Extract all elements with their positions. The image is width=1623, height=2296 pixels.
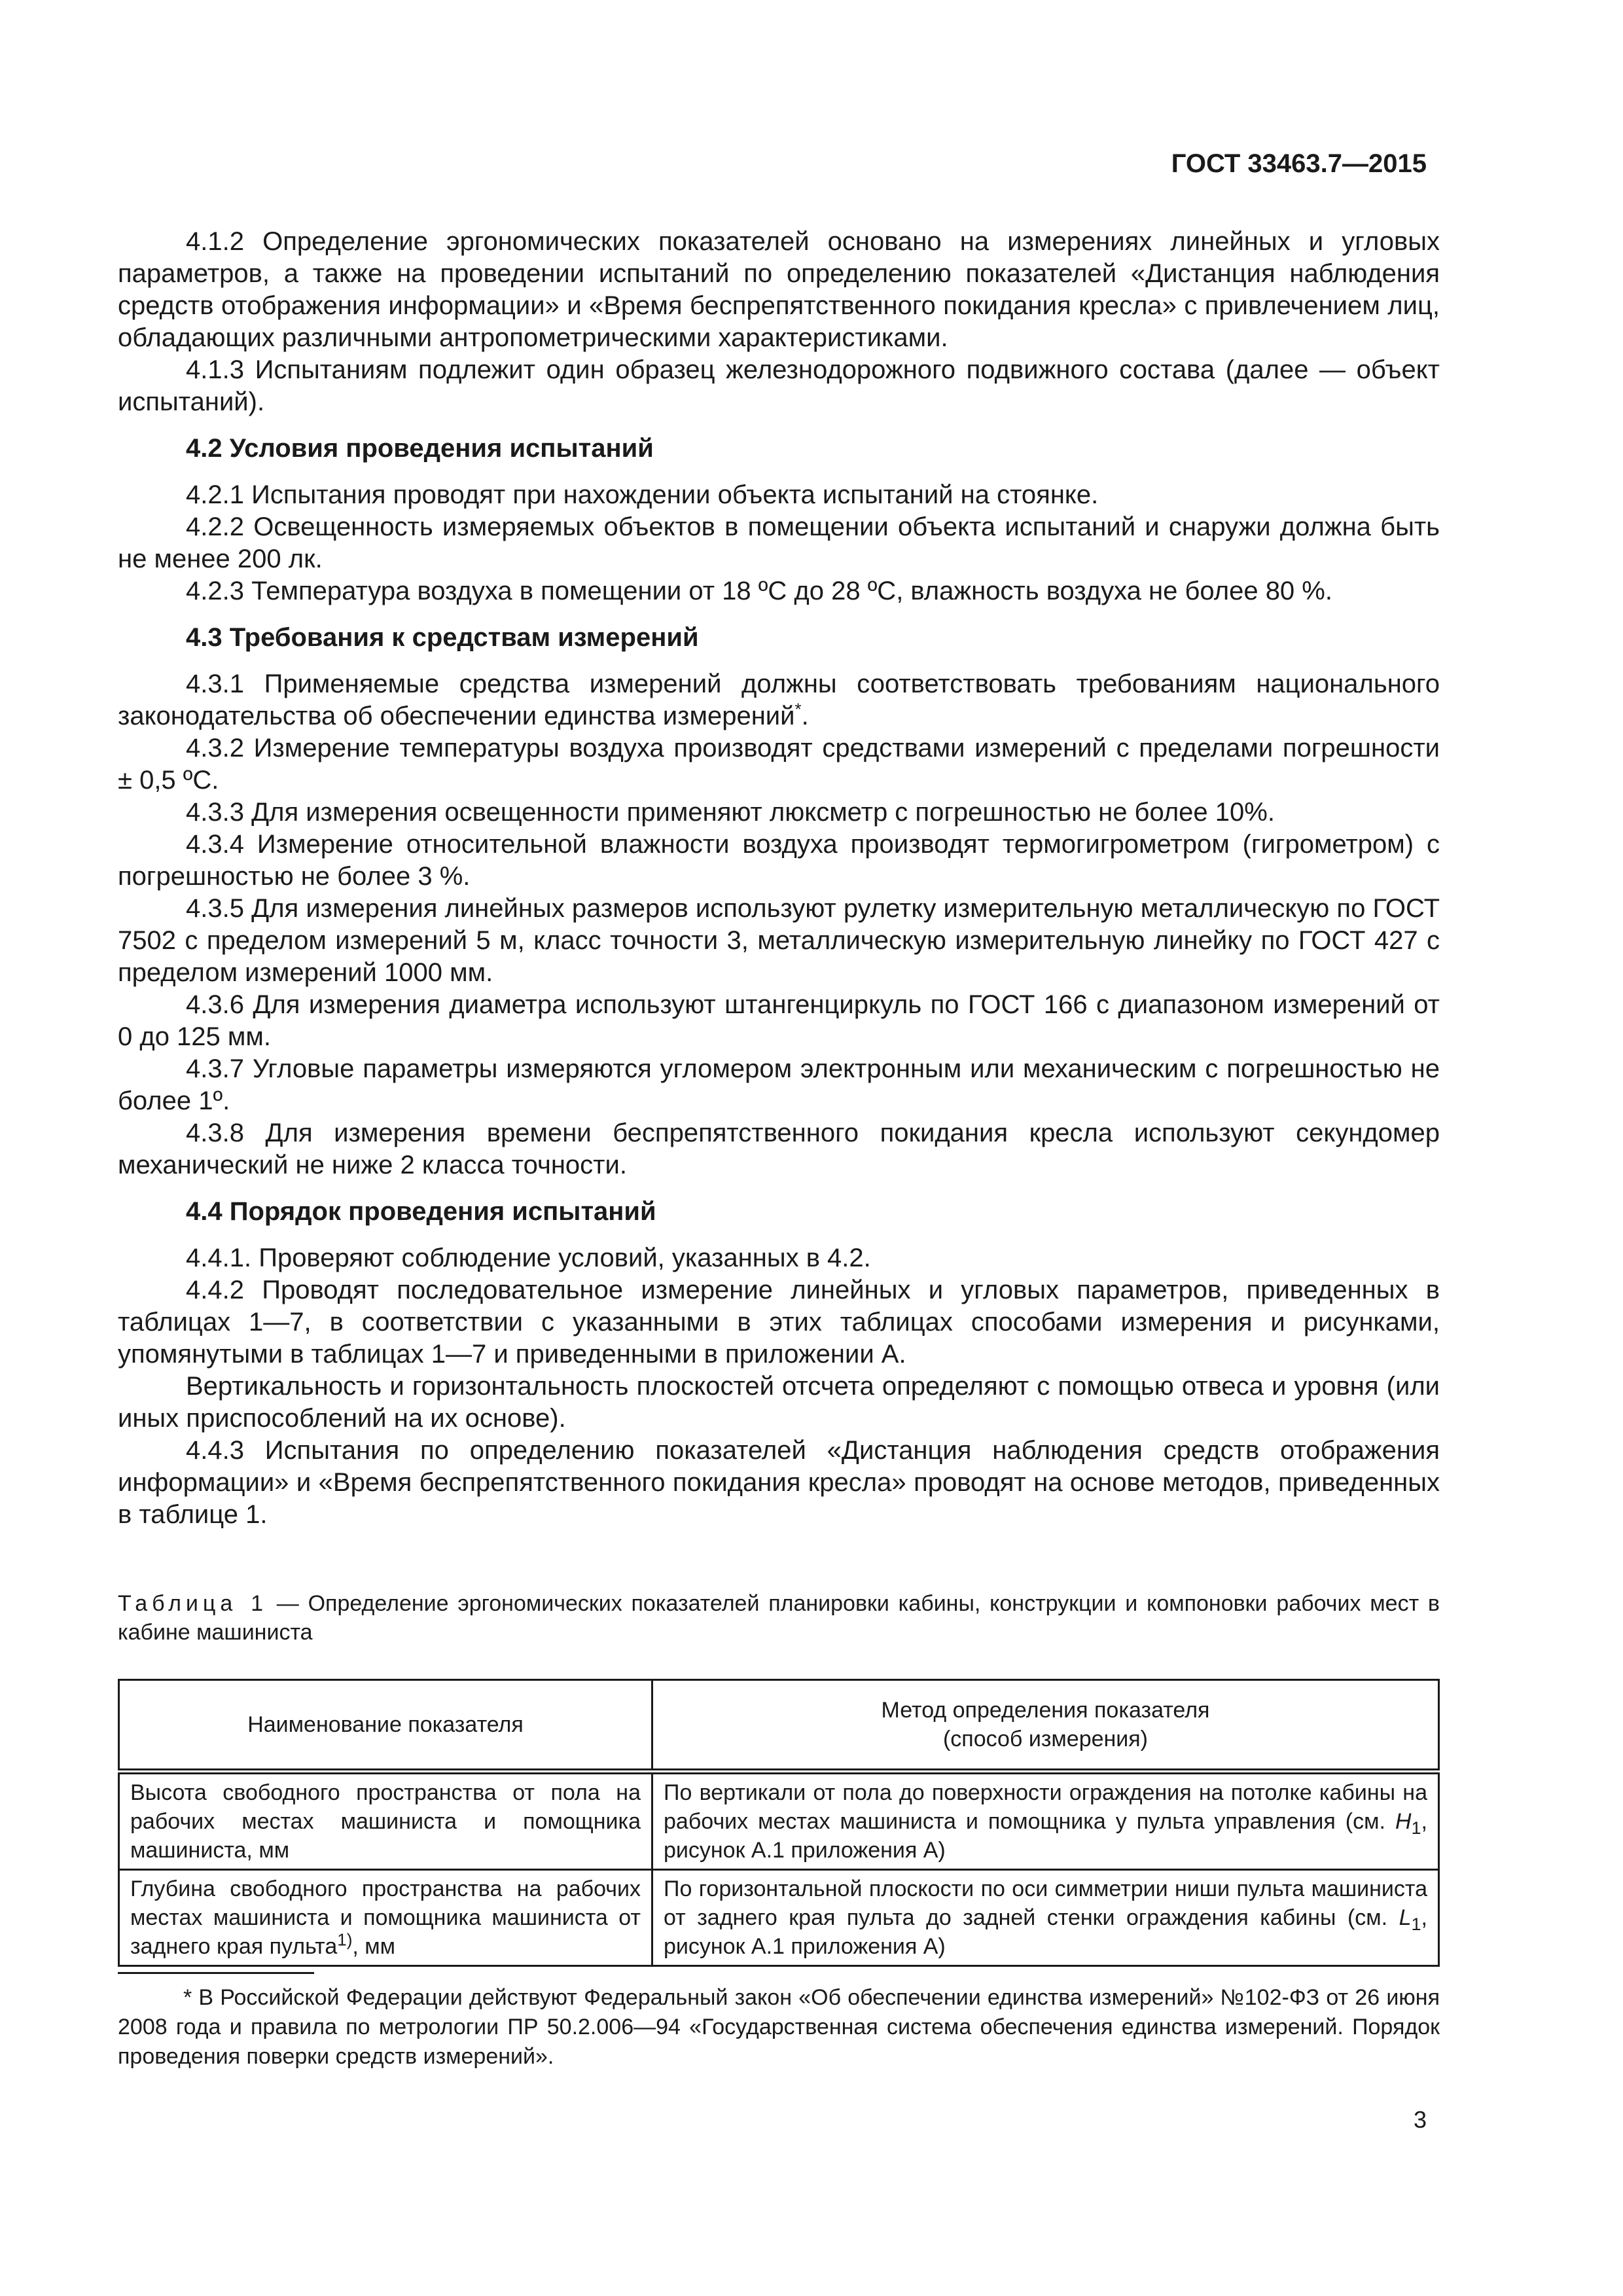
table-row	[119, 1772, 1439, 1870]
paragraph-4-4-2: 4.4.2 Проводят последовательное измерение линейных и угловых параметров, приведенных в таблицах 1—7, в соответствии с указанными в этих таблицах способами измерения и рисунками, упомянутыми в таблицах 1—7 и приведенными в приложении А.	[118, 1276, 1440, 1369]
method-cell	[652, 1870, 1439, 1966]
paragraph-4-3-4: 4.3.4 Измерение относительной влажности воздуха производят термогигрометром (гигрометром) с погрешностью не более 3 %.	[118, 830, 1440, 891]
page-number: 3	[1413, 2106, 1427, 2133]
variable-subscript: 1	[1411, 1818, 1421, 1838]
method-cell	[652, 1772, 1439, 1870]
variable-symbol: L	[1399, 1905, 1412, 1930]
paragraph-4-3-3: 4.3.3 Для измерения освещенности применяют люксметр с погрешностью не более 10%.	[186, 798, 1275, 827]
paragraph-4-4-1: 4.4.1. Проверяют соблюдение условий, указанных в 4.2.	[186, 1244, 871, 1272]
paragraph-4-1-2: 4.1.2 Определение эргономических показателей основано на измерениях линейных и угловых параметров, а также на проведении испытаний по определению показателей «Дистанция наблюдения средств отображения информации» и «Время беспрепятственного покидания кресла» с привлечением лиц, обладающих различными антропометрическими характеристиками.	[118, 227, 1440, 352]
paragraph-4-3-2: 4.3.2 Измерение температуры воздуха производят средствами измерений с пределами погрешности ± 0,5 ºС.	[118, 734, 1440, 795]
variable-symbol: H	[1395, 1809, 1412, 1834]
paragraph-4-3-7: 4.3.7 Угловые параметры измеряются угломером электронным или механическим с погрешностью не более 1º.	[118, 1054, 1440, 1115]
column-header-method	[652, 1680, 1439, 1772]
indicator-cell	[119, 1870, 652, 1966]
section-heading-4-3: 4.3 Требования к средствам измерений	[186, 623, 699, 652]
footnote-reference: *	[794, 699, 802, 719]
paragraph-4-2-1: 4.2.1 Испытания проводят при нахождении объекта испытаний на стоянке.	[186, 480, 1099, 509]
table-footnote-reference: 1)	[337, 1929, 353, 1950]
paragraph-4-3-1-text: 4.3.1 Применяемые средства измерений должны соответствовать требованиям национального законодательства об обеспечении единства измерений	[118, 670, 1440, 730]
method-text: По горизонтальной плоскости по оси симметрии ниши пульта машиниста от заднего края пульта до задней стенки ограждения кабины (см.	[664, 1876, 1427, 1930]
table-row	[119, 1870, 1439, 1966]
indicator-text: Глубина свободного пространства на рабочих местах машиниста и помощника машиниста от заднего края пульта	[130, 1876, 641, 1959]
paragraph-4-1-3: 4.1.3 Испытаниям подлежит один образец железнодорожного подвижного состава (далее — объект испытаний).	[118, 355, 1440, 416]
document-id-header: ГОСТ 33463.7—2015	[1171, 149, 1427, 178]
section-heading-4-4: 4.4 Порядок проведения испытаний	[186, 1197, 656, 1226]
table-caption-label: Таблица 1	[118, 1591, 268, 1616]
main-text	[118, 226, 1440, 1531]
table-caption-text: — Определение эргономических показателей планировки кабины, конструкции и компоновки рабочих мест в кабине машиниста	[118, 1591, 1440, 1645]
footnote	[118, 1983, 1440, 2072]
paragraph-4-2-2: 4.2.2 Освещенность измеряемых объектов в помещении объекта испытаний и снаружи должна быть не менее 200 лк.	[118, 512, 1440, 573]
indicator-text-end: , мм	[352, 1934, 396, 1959]
method-text: По вертикали от пола до поверхности ограждения на потолке кабины на рабочих местах машиниста и помощника у пульта управления (см.	[664, 1780, 1427, 1834]
paragraph-4-4-3: 4.4.3 Испытания по определению показателей «Дистанция наблюдения средств отображения информации» и «Время беспрепятственного покидания кресла» проводят на основе методов, приведенных в таблице 1.	[118, 1436, 1440, 1529]
table-caption	[118, 1589, 1440, 1647]
paragraph-4-3-1-end: .	[801, 702, 809, 730]
indicator-cell: Высота свободного пространства от пола на рабочих местах машиниста и помощника машиниста, мм	[119, 1772, 652, 1870]
table-1	[118, 1679, 1440, 1967]
paragraph-4-2-3: 4.2.3 Температура воздуха в помещении от 18 ºС до 28 ºС, влажность воздуха не более 80 %.	[186, 577, 1332, 605]
paragraph-4-4-2-continued: Вертикальность и горизонтальность плоскостей отсчета определяют с помощью отвеса и уровня (или иных приспособлений на их основе).	[118, 1372, 1440, 1433]
paragraph-4-3-8: 4.3.8 Для измерения времени беспрепятственного покидания кресла используют секундомер механический не ниже 2 класса точности.	[118, 1119, 1440, 1179]
method-text-end: , рисунок А.1 приложения А)	[664, 1809, 1427, 1863]
variable-subscript: 1	[1411, 1914, 1421, 1934]
footnote-mark: *	[183, 1985, 192, 2010]
column-header-indicator: Наименование показателя	[119, 1680, 652, 1772]
paragraph-4-3-1	[118, 668, 1440, 732]
footnote-separator	[118, 1972, 314, 1974]
footnote-text: В Российской Федерации действуют Федеральный закон «Об обеспечении единства измерений» №102-ФЗ от 26 июня 2008 года и правила по метрологии ПР 50.2.006—94 «Государственная система обеспечения единства измерений. Порядок проведения поверки средств измерений».	[118, 1985, 1440, 2069]
paragraph-4-3-6: 4.3.6 Для измерения диаметра используют штангенциркуль по ГОСТ 166 с диапазоном измерений от 0 до 125 мм.	[118, 990, 1440, 1051]
section-heading-4-2: 4.2 Условия проведения испытаний	[186, 434, 654, 463]
column-header-method-line2: (способ измерения)	[942, 1727, 1149, 1751]
table-header-row	[119, 1680, 1439, 1772]
method-text-end: , рисунок А.1 приложения А)	[664, 1905, 1427, 1959]
paragraph-4-3-5: 4.3.5 Для измерения линейных размеров используют рулетку измерительную металлическую по ГОСТ 7502 с пределом измерений 5 м, класс точности 3, металлическую измерительную линейку по ГОСТ 427 с пределом измерений 1000 мм.	[118, 894, 1440, 987]
column-header-method-line1: Метод определения показателя	[881, 1698, 1210, 1723]
